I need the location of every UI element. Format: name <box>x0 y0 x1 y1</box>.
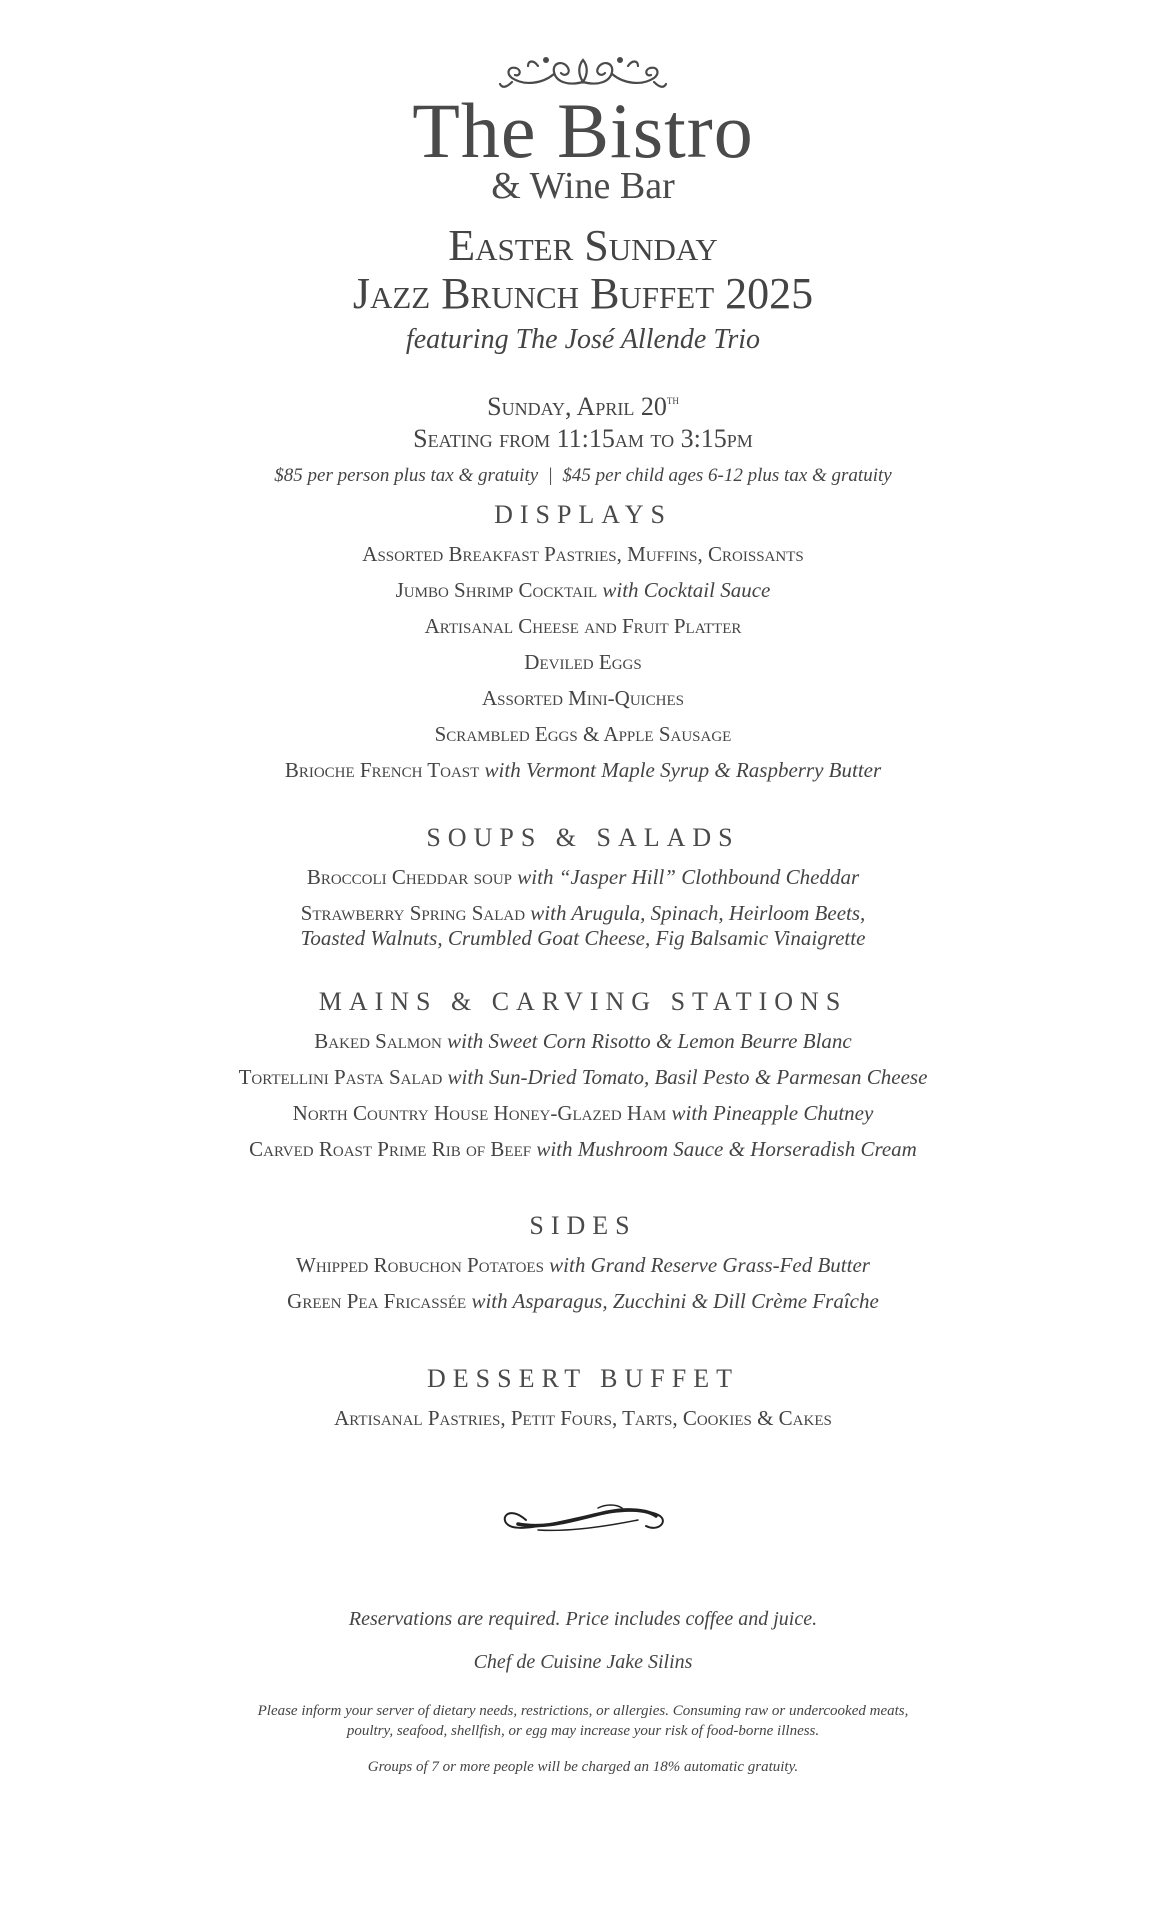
menu-item <box>0 649 1166 676</box>
section-displays <box>0 498 1166 784</box>
item-description: with “Jasper Hill” Clothbound Cheddar <box>517 865 860 889</box>
event-date <box>0 384 1166 423</box>
event-title <box>0 222 1166 360</box>
item-description: with Sun-Dried Tomato, Basil Pesto & Parmesan Cheese <box>447 1065 928 1089</box>
allergy-line-1: Please inform your server of dietary needs, restrictions, or allergies. Consuming raw or undercooked meats, <box>257 1703 909 1719</box>
menu-item <box>0 1288 1166 1315</box>
menu-item <box>0 1136 1166 1163</box>
item-name: Carved Roast Prime Rib of Beef <box>249 1137 532 1161</box>
menu-item <box>0 864 1166 891</box>
reservation-note: Reservations are required. Price includes coffee and juice. <box>348 1608 818 1630</box>
menu-item <box>0 1064 1166 1091</box>
item-name: Brioche French Toast <box>284 758 480 782</box>
footer <box>0 1604 1166 1777</box>
item-description: with Grand Reserve Grass-Fed Butter <box>549 1253 870 1277</box>
allergy-line-2: poultry, seafood, shellfish, or egg may increase your risk of food-borne illness. <box>346 1723 820 1739</box>
menu-item <box>0 757 1166 784</box>
section-soups-salads <box>0 821 1166 952</box>
menu-item <box>0 1100 1166 1127</box>
item-description: with Sweet Corn Risotto & Lemon Beurre Blanc <box>447 1029 852 1053</box>
seating-time: Seating from 11:15am to 3:15pm <box>413 424 753 453</box>
swash-ornament-icon <box>498 1496 668 1542</box>
item-name: Baked Salmon <box>314 1029 442 1053</box>
item-name: Jumbo Shrimp Cocktail <box>395 578 598 602</box>
event-date-text: Sunday, April 20 <box>487 392 667 421</box>
menu-item <box>0 721 1166 748</box>
section-mains <box>0 985 1166 1163</box>
logo-name: The Bistro <box>412 87 754 174</box>
logo <box>0 52 1166 206</box>
menu-item <box>0 1028 1166 1055</box>
allergy-notice <box>0 1701 1166 1741</box>
flourish-divider <box>0 1496 1166 1542</box>
price-line: $85 per person plus tax & gratuity | $45 per child ages 6-12 plus tax & gratuity <box>274 465 892 486</box>
item-description: with Arugula, Spinach, Heirloom Beets, <box>530 901 866 925</box>
item-name: Assorted Breakfast Pastries, Muffins, Croissants <box>362 542 804 566</box>
section-dessert <box>0 1362 1166 1432</box>
item-description: with Asparagus, Zucchini & Dill Crème Fraîche <box>471 1289 879 1313</box>
menu-item <box>0 541 1166 568</box>
item-description: with Pineapple Chutney <box>671 1101 874 1125</box>
section-heading: SOUPS & SALADS <box>426 823 740 852</box>
item-description: with Mushroom Sauce & Horseradish Cream <box>536 1137 917 1161</box>
item-name: Scrambled Eggs & Apple Sausage <box>434 722 732 746</box>
item-name: Whipped Robuchon Potatoes <box>296 1253 544 1277</box>
gratuity-notice: Groups of 7 or more people will be charged an 18% automatic gratuity. <box>367 1759 799 1775</box>
date-block <box>0 384 1166 491</box>
item-name: Artisanal Pastries, Petit Fours, Tarts, Cookies & Cakes <box>334 1406 832 1430</box>
item-name: Deviled Eggs <box>524 650 642 674</box>
section-heading: DISPLAYS <box>494 500 672 529</box>
item-name: Green Pea Fricassée <box>287 1289 467 1313</box>
section-heading: DESSERT BUFFET <box>427 1364 739 1393</box>
title-line-2: Jazz Brunch Buffet 2025 <box>352 269 814 318</box>
menu-item <box>0 1405 1166 1432</box>
item-name: Strawberry Spring Salad <box>300 901 526 925</box>
logo-subtitle: & Wine Bar <box>491 165 675 207</box>
featuring-line: featuring The José Allende Trio <box>405 324 761 355</box>
date-suffix: th <box>666 392 679 407</box>
item-description-continued: Toasted Walnuts, Crumbled Goat Cheese, Fig Balsamic Vinaigrette <box>300 926 866 950</box>
item-description: with Vermont Maple Syrup & Raspberry Butter <box>484 758 882 782</box>
item-name: Artisanal Cheese and Fruit Platter <box>424 614 742 638</box>
item-name: Assorted Mini-Quiches <box>481 686 685 710</box>
chef-credit: Chef de Cuisine Jake Silins <box>473 1651 693 1673</box>
section-sides <box>0 1209 1166 1315</box>
menu-item <box>0 900 1166 952</box>
item-name: Broccoli Cheddar soup <box>306 865 513 889</box>
section-heading: SIDES <box>529 1211 637 1240</box>
title-line-1: Easter Sunday <box>448 221 718 270</box>
section-heading: MAINS & CARVING STATIONS <box>318 987 848 1016</box>
menu-item <box>0 577 1166 604</box>
menu-item <box>0 613 1166 640</box>
menu-item <box>0 1252 1166 1279</box>
item-description: with Cocktail Sauce <box>602 578 771 602</box>
item-name: Tortellini Pasta Salad <box>238 1065 443 1089</box>
menu-item <box>0 685 1166 712</box>
item-name: North Country House Honey-Glazed Ham <box>292 1101 667 1125</box>
